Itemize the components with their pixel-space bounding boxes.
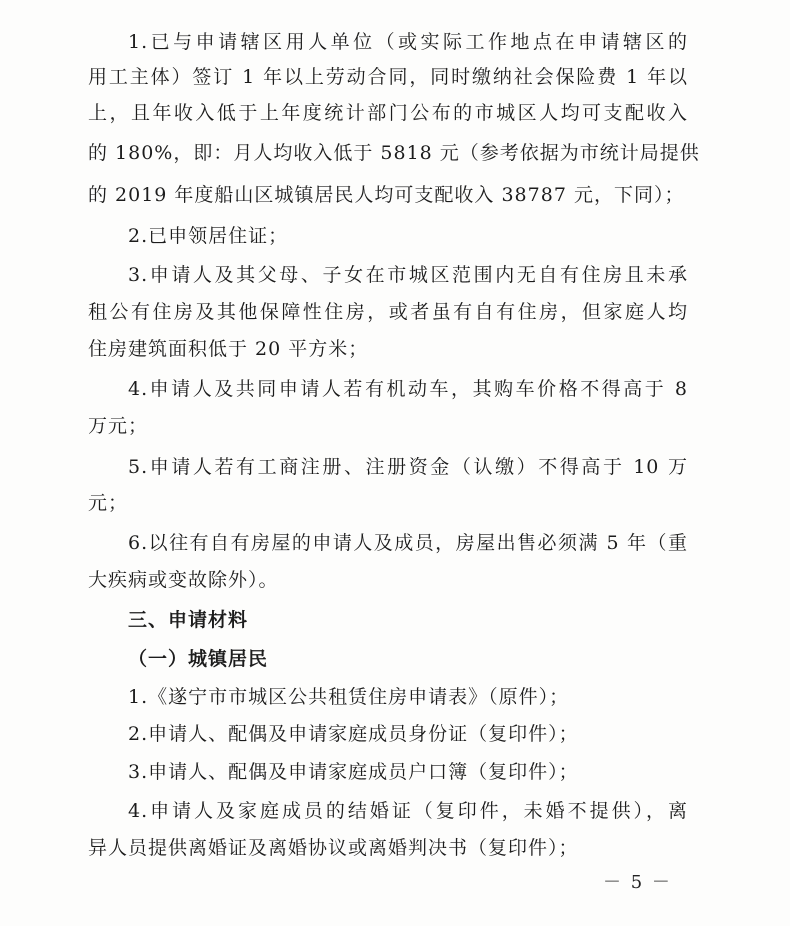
paragraph-line: 的 180%，即：月人均收入低于 5818 元（参考依据为市统计局提供 <box>88 142 700 164</box>
paragraph-line: 上，且年收入低于上年度统计部门公布的市城区人均可支配收入 <box>88 102 688 124</box>
list-item: 3.申请人、配偶及申请家庭成员户口簿（复印件）； <box>128 761 579 783</box>
page-number: － 5 － <box>603 872 672 893</box>
paragraph-line: 3.申请人及其父母、子女在市城区范围内无自有住房且未承 <box>128 264 688 286</box>
list-item: 4.申请人及家庭成员的结婚证（复印件，未婚不提供），离 <box>128 800 688 822</box>
paragraph-line: 用工主体）签订 1 年以上劳动合同，同时缴纳社会保险费 1 年以 <box>88 66 688 88</box>
list-item: 2.申请人、配偶及申请家庭成员身份证（复印件）； <box>128 723 579 745</box>
paragraph-line: 5.申请人若有工商注册、注册资金（认缴）不得高于 10 万 <box>128 456 688 478</box>
paragraph-line: 元； <box>88 492 129 514</box>
list-item: 1.《遂宁市市城区公共租赁住房申请表》（原件）； <box>128 686 570 708</box>
paragraph-line: 2.已申领居住证； <box>128 225 289 247</box>
list-item: 异人员提供离婚证及离婚协议或离婚判决书（复印件）； <box>88 837 579 859</box>
paragraph-line: 万元； <box>88 415 149 437</box>
paragraph-line: 租公有住房及其他保障性住房，或者虽有自有住房，但家庭人均 <box>88 301 688 323</box>
section-heading: 三、申请材料 <box>128 609 249 631</box>
subsection-heading: （一）城镇居民 <box>128 648 269 670</box>
paragraph-line: 4.申请人及共同申请人若有机动车，其购车价格不得高于 8 <box>128 378 688 400</box>
paragraph-line: 的 2019 年度船山区城镇居民人均可支配收入 38787 元，下同）； <box>88 184 685 206</box>
paragraph-line: 6.以往有自有房屋的申请人及成员，房屋出售必须满 5 年（重 <box>128 532 688 554</box>
paragraph-line: 住房建筑面积低于 20 平方米； <box>88 338 369 360</box>
paragraph-line: 1.已与申请辖区用人单位（或实际工作地点在申请辖区的 <box>128 31 688 53</box>
paragraph-line: 大疾病或变故除外）。 <box>88 569 279 591</box>
